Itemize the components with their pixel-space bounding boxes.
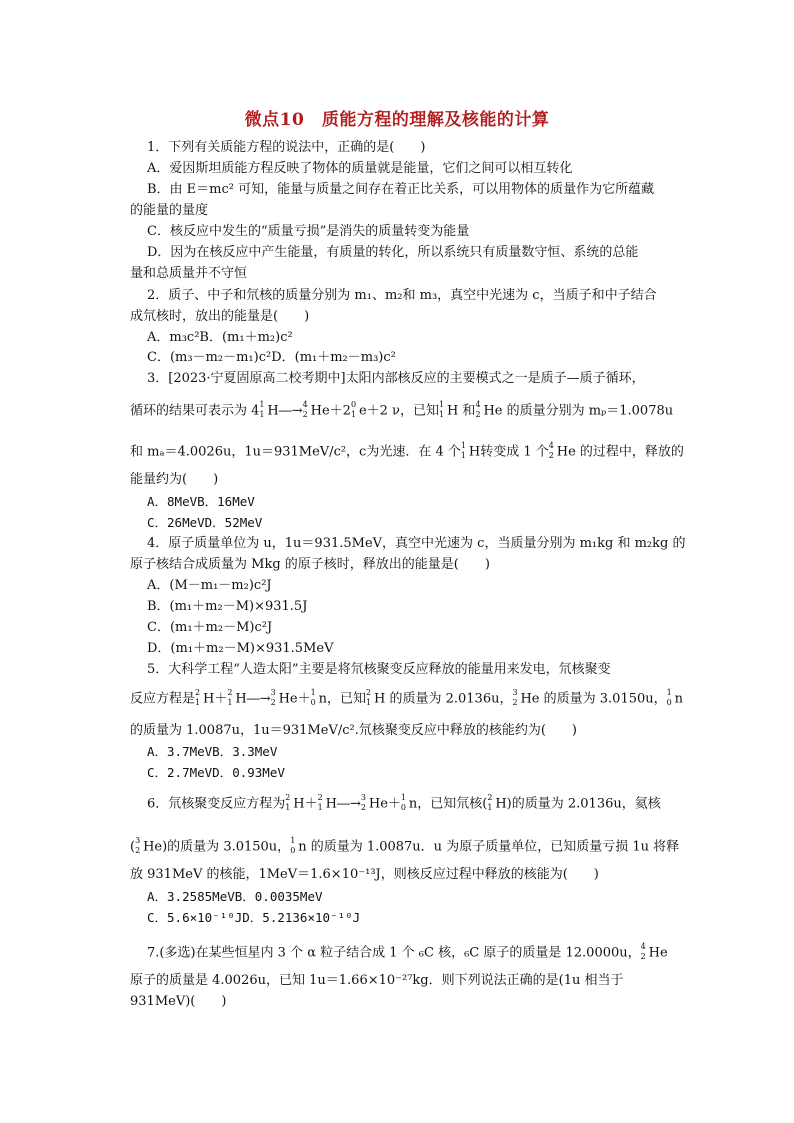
question-3-options-cd: C．26MeVD．52MeV bbox=[147, 515, 263, 530]
question-6-mass-line bbox=[130, 838, 690, 857]
question-5-stem: 5．大科学工程“人造太阳”主要是将氘核聚变反应释放的能量用来发电，氘核聚变 bbox=[147, 662, 611, 677]
nuclide-h2 bbox=[195, 690, 203, 708]
nuclide-he3 bbox=[271, 690, 279, 708]
mass-number: 1 bbox=[290, 836, 296, 845]
atomic-number: 1 bbox=[227, 698, 233, 707]
text-segment: 循环的结果可表示为 4 bbox=[130, 403, 260, 419]
mass-number: 1 bbox=[310, 688, 316, 697]
question-2-options-cd: C．(m₃－m₂－m₁)c²D．(m₁＋m₂－m₃)c² bbox=[147, 350, 396, 365]
atomic-number: 0 bbox=[290, 846, 296, 855]
question-5-options-cd: C．2.7MeVD．0.93MeV bbox=[147, 765, 285, 780]
atomic-number: 2 bbox=[475, 410, 481, 419]
mass-number: 4 bbox=[548, 441, 554, 450]
question-6-options-cd: C．5.6×10⁻¹⁰JD．5.2136×10⁻¹⁰J bbox=[147, 910, 361, 925]
atomic-number: 2 bbox=[302, 410, 308, 419]
atomic-number: 1 bbox=[438, 410, 445, 419]
question-4-stem: 4．原子质量单位为 u，1u＝931.5MeV，真空中光速为 c，当质量分别为 m₁kg 和 m₂kg 的 bbox=[147, 536, 686, 551]
question-2-options-ab: A．m₃c²B．(m₁＋m₂)c² bbox=[147, 330, 293, 345]
nuclide-he4 bbox=[641, 944, 649, 962]
question-4-option-c: C．(m₁＋m₂－M)c²J bbox=[147, 620, 273, 635]
mass-number: 2 bbox=[195, 688, 201, 697]
text-segment: 6．氘核聚变反应方程为 bbox=[147, 796, 286, 812]
nuclide-he3 bbox=[135, 838, 143, 856]
nuclide-h2 bbox=[487, 795, 495, 813]
text-segment: H 的质量为 2.0136u， bbox=[374, 691, 513, 707]
mass-number: 0 bbox=[350, 400, 357, 409]
mass-number: 1 bbox=[259, 400, 265, 409]
text-segment: e＋2 ν，已知 bbox=[358, 403, 439, 419]
atomic-number: 2 bbox=[640, 952, 646, 961]
atomic-number: 1 bbox=[259, 410, 265, 419]
question-4-stem-cont: 原子核结合成质量为 Mkg 的原子核时，释放出的能量是( ) bbox=[130, 557, 490, 572]
question-1-option-b: B．由 E＝mc² 可知，能量与质量之间存在着正比关系，可以用物体的质量作为它所蕴藏 bbox=[147, 182, 655, 197]
atomic-number: 0 bbox=[666, 698, 672, 707]
question-6-options-ab: A．3.2585MeVB．0.0035MeV bbox=[147, 889, 323, 904]
nuclide-he4 bbox=[549, 443, 557, 461]
atomic-number: 1 bbox=[487, 803, 493, 812]
question-3-mass-line bbox=[130, 443, 690, 462]
text-segment: He＋ bbox=[368, 796, 401, 812]
question-1-option-c: C．核反应中发生的“质量亏损”是消失的质量转变为能量 bbox=[147, 224, 470, 239]
question-2-stem: 2．质子、中子和氘核的质量分别为 m₁、m₂和 m₃，真空中光速为 c，当质子和中子结合 bbox=[147, 288, 657, 303]
text-segment: H转变成 1 个 bbox=[468, 444, 549, 460]
question-1-option-d: D．因为在核反应中产生能量，有质量的转化，所以系统只有质量数守恒、系统的总能 bbox=[147, 245, 639, 260]
nuclide-h2 bbox=[285, 795, 293, 813]
mass-number: 4 bbox=[640, 942, 646, 951]
text-segment: He 的过程中，释放的 bbox=[556, 444, 684, 460]
question-3-options-ab: A．8MeVB．16MeV bbox=[147, 494, 255, 509]
mass-number: 1 bbox=[400, 793, 406, 802]
mass-number: 2 bbox=[285, 793, 291, 802]
nuclide-h2 bbox=[366, 690, 374, 708]
atomic-number: 1 bbox=[460, 451, 466, 460]
mass-number: 1 bbox=[460, 441, 466, 450]
question-3-stem-end: 能量约为( ) bbox=[130, 472, 219, 487]
nuclide-n bbox=[290, 838, 298, 856]
question-4-option-b: B．(m₁＋m₂－M)×931.5J bbox=[147, 599, 308, 614]
question-1-option-d-cont: 量和总质量并不守恒 bbox=[130, 266, 248, 281]
mass-number: 2 bbox=[227, 688, 233, 697]
text-segment: n，已知 bbox=[318, 691, 366, 707]
mass-number: 2 bbox=[366, 688, 372, 697]
text-segment: H＋ bbox=[203, 691, 228, 707]
text-segment: He bbox=[648, 945, 668, 961]
question-1-option-a: A．爱因斯坦质能方程反映了物体的质量就是能量，它们之间可以相互转化 bbox=[147, 161, 573, 176]
mass-number: 2 bbox=[317, 793, 323, 802]
text-segment: He＋2 bbox=[310, 403, 351, 419]
atomic-number: 0 bbox=[400, 803, 406, 812]
mass-number: 3 bbox=[360, 793, 366, 802]
nuclide-positron bbox=[351, 402, 359, 420]
text-segment: H 和 bbox=[446, 403, 476, 419]
mass-number: 3 bbox=[512, 688, 518, 697]
mass-number: 3 bbox=[135, 836, 141, 845]
nuclide-h2 bbox=[318, 795, 326, 813]
mass-number: 2 bbox=[487, 793, 493, 802]
atomic-number: 1 bbox=[366, 698, 372, 707]
page-title: 微点10 质能方程的理解及核能的计算 bbox=[244, 110, 550, 130]
atomic-number: 2 bbox=[135, 846, 141, 855]
atomic-number: 1 bbox=[195, 698, 201, 707]
text-segment: H―→ bbox=[325, 796, 361, 812]
question-6-stem-end: 放 931MeV 的核能，1MeV＝1.6×10⁻¹³J，则核反应过程中释放的核能为( ) bbox=[130, 867, 599, 882]
nuclide-n bbox=[311, 690, 319, 708]
mass-number: 1 bbox=[438, 400, 445, 409]
nuclide-h1 bbox=[461, 443, 469, 461]
text-segment: H＋ bbox=[293, 796, 318, 812]
text-segment: He 的质量为 3.0150u， bbox=[520, 691, 667, 707]
nuclide-he4 bbox=[475, 402, 483, 420]
nuclide-h2 bbox=[227, 690, 235, 708]
question-7-stem-cont: 原子的质量是 4.0026u，已知 1u＝1.66×10⁻²⁷kg．则下列说法正确的是(1u 相当于 bbox=[130, 973, 624, 988]
question-4-option-d: D．(m₁＋m₂－M)×931.5MeV bbox=[147, 641, 334, 656]
mass-number: 1 bbox=[666, 688, 672, 697]
text-segment: n bbox=[674, 691, 683, 707]
text-segment: 和 mₐ＝4.0026u，1u＝931MeV/c²，c为光速．在 4 个 bbox=[130, 444, 461, 460]
text-segment: n 的质量为 1.0087u．u 为原子质量单位，已知质量亏损 1u 将释 bbox=[298, 839, 680, 855]
question-5-equation-line bbox=[130, 690, 690, 709]
nuclide-he3 bbox=[512, 690, 520, 708]
question-1-option-b-cont: 的能量的量度 bbox=[130, 203, 209, 218]
nuclide-n bbox=[667, 690, 675, 708]
nuclide-he3 bbox=[361, 795, 369, 813]
text-segment: H)的质量为 2.0136u，氦核 bbox=[495, 796, 661, 812]
nuclide-n bbox=[401, 795, 409, 813]
text-segment: He＋ bbox=[278, 691, 311, 707]
question-2-stem-cont: 成氘核时，放出的能量是( ) bbox=[130, 309, 310, 324]
atomic-number: 1 bbox=[285, 803, 291, 812]
atomic-number: 2 bbox=[512, 698, 518, 707]
text-segment: 7.(多选)在某些恒星内 3 个 α 粒子结合成 1 个 ₆C 核，₆C 原子的质量是 12.0000u， bbox=[147, 945, 641, 961]
mass-number: 4 bbox=[475, 400, 481, 409]
nuclide-h1 bbox=[259, 402, 267, 420]
mass-number: 4 bbox=[302, 400, 308, 409]
atomic-number: 0 bbox=[310, 698, 316, 707]
atomic-number: 2 bbox=[270, 698, 276, 707]
atomic-number: 2 bbox=[360, 803, 366, 812]
atomic-number: 1 bbox=[317, 803, 323, 812]
text-segment: n，已知氘核( bbox=[408, 796, 488, 812]
question-3-stem: 3．[2023·宁夏固原高二校考期中]太阳内部核反应的主要模式之一是质子—质子循环， bbox=[147, 371, 645, 386]
question-1-stem: 1．下列有关质能方程的说法中，正确的是( ) bbox=[147, 140, 426, 155]
question-6-equation-line bbox=[147, 795, 707, 814]
text-segment: ( bbox=[130, 839, 136, 855]
question-3-equation-line bbox=[130, 402, 690, 421]
question-4-option-a: A．(M－m₁－m₂)c²J bbox=[147, 578, 272, 593]
question-7-stem-end: 931MeV)( ) bbox=[130, 994, 227, 1009]
mass-number: 3 bbox=[270, 688, 276, 697]
question-7-stem bbox=[147, 944, 707, 963]
text-segment: He 的质量分别为 mₚ＝1.0078u bbox=[483, 403, 674, 419]
question-5-options-ab: A．3.7MeVB．3.3MeV bbox=[147, 744, 278, 759]
text-segment: 反应方程是 bbox=[130, 691, 196, 707]
nuclide-h1 bbox=[439, 402, 447, 420]
text-segment: He)的质量为 3.0150u， bbox=[143, 839, 291, 855]
question-5-stem-end: 的质量为 1.0087u，1u＝931MeV/c².氘核聚变反应中释放的核能约为( ) bbox=[130, 723, 577, 738]
text-segment: H―→ bbox=[235, 691, 271, 707]
nuclide-he4 bbox=[303, 402, 311, 420]
text-segment: H―→ bbox=[267, 403, 303, 419]
atomic-number: 1 bbox=[350, 410, 357, 419]
atomic-number: 2 bbox=[548, 451, 554, 460]
